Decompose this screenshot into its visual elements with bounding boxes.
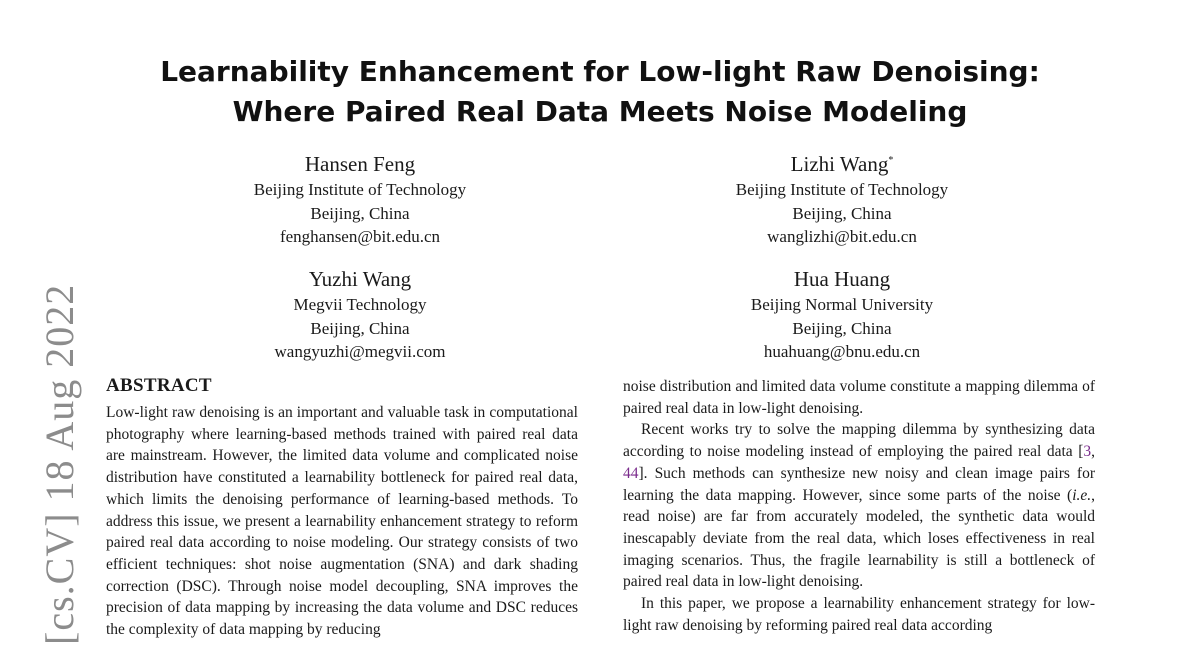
paragraph-continued: noise distribution and limited data volume constitute a mapping dilemma of paired real data in low-light denoising. [623, 378, 1095, 417]
abstract-section [106, 374, 578, 641]
citation-link[interactable]: 3 [1083, 443, 1092, 461]
title-line-2: Where Paired Real Data Meets Noise Modeling [232, 95, 968, 128]
author-block [170, 263, 550, 364]
paragraph-contribution: In this paper, we propose a learnability enhancement strategy for low-light raw denoising by reforming paired real data according [623, 595, 1095, 634]
title-line-1: Learnability Enhancement for Low-light Raw Denoising: [160, 55, 1040, 88]
citation-link[interactable]: 44 [623, 464, 639, 482]
author-block [652, 148, 1032, 249]
right-column [623, 376, 1095, 636]
author-location: Beijing, China [792, 318, 892, 338]
author-block [170, 148, 550, 249]
abstract-heading: ABSTRACT [106, 375, 212, 396]
author-email: wangyuzhi@megvii.com [274, 342, 446, 361]
author-location: Beijing, China [310, 318, 410, 338]
author-affiliation: Beijing Normal University [750, 295, 934, 314]
arxiv-sidebar [6, 283, 82, 650]
author-name: Lizhi Wang* [790, 152, 894, 176]
author-email: fenghansen@bit.edu.cn [279, 227, 441, 246]
author-email: wanglizhi@bit.edu.cn [767, 227, 917, 246]
author-affiliation: Beijing Institute of Technology [735, 180, 949, 199]
author-name: Hansen Feng [304, 152, 416, 176]
abstract-text: Low-light raw denoising is an important and valuable task in computational photography where learning-based methods trained with paired real data are mainstream. However, the limited data volume and complicated noise distribution have constituted a learnability bottleneck for paired real data, which limits the denoising performance of learning-based methods. To address this issue, we present a learnability enhancement strategy to reform paired real data according to noise modeling. Our strategy consists of two efficient techniques: shot noise augmentation (SNA) and dark shading correction (DSC). Through noise model decoupling, SNA improves the precision of data mapping by increasing the data volume and DSC reduces the complexity of data mapping by reducing [106, 404, 578, 639]
author-email: huahuang@bnu.edu.cn [763, 342, 921, 361]
author-block [652, 263, 1032, 364]
author-location: Beijing, China [310, 203, 410, 223]
author-affiliation: Megvii Technology [293, 295, 427, 314]
paragraph-related-work: Recent works try to solve the mapping dilemma by synthesizing data according to noise modeling instead of employing the paired real data [3, 44]. Such methods can synthesize new noisy and clean image pairs for learning the data mapping. However, since some parts of the noise (i.e., read noise) are far from accurately modeled, the synthetic data would inescapably deviate from the real data, which loses effectiveness in real imaging scenarios. Thus, the fragile learnability is still a bottleneck of paired real data in low-light denoising. [623, 421, 1095, 591]
arxiv-stamp: [cs.CV] 18 Aug 2022 [37, 283, 82, 645]
author-name: Yuzhi Wang [308, 267, 412, 291]
author-name: Hua Huang [793, 267, 891, 291]
author-location: Beijing, China [792, 203, 892, 223]
paper-title [100, 52, 1100, 132]
author-affiliation: Beijing Institute of Technology [253, 180, 467, 199]
